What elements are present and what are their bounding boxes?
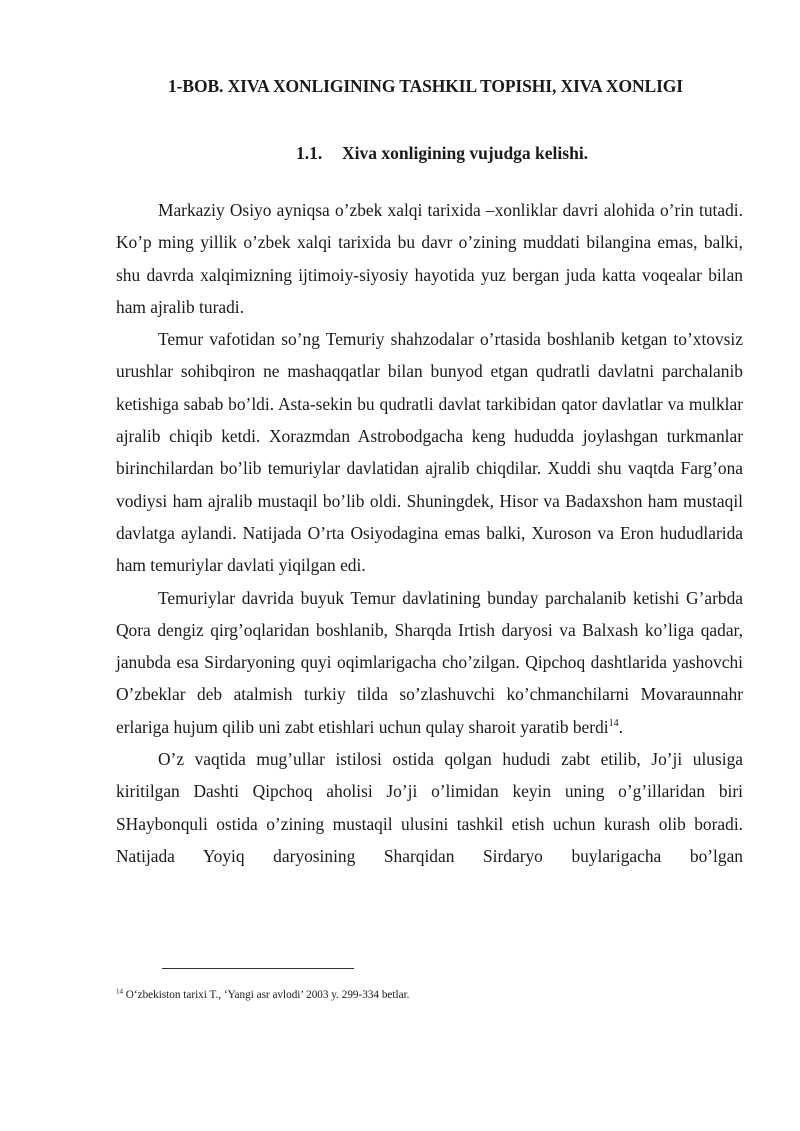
paragraph: Markaziy Osiyo ayniqsa o’zbek xalqi tarixida –xonliklar davri alohida o’rin tutadi. Ko’p ming yillik o’zbek xalqi tarixida bu davr o’zining muddati bilangina emas, balki, shu davrda xalqimizning ijtimoiy-siyosiy hayotida yuz bergan juda katta voqealar bilan ham ajralib turadi. bbox=[116, 200, 743, 317]
paragraph-text: Temuriylar davrida buyuk Temur davlatining bunday parchalanib ketishi G’arbda Qora dengiz qirg’oqlaridan boshlanib, Sharqda Irtish daryosi va Balxash ko’liga qadar, janubda esa Sirdaryoning quyi oqimlarigacha cho’zilgan. Qipchoq dashtlarida yashovchi O’zbeklar deb atalmish turkiy tilda so’zlashuvchi ko’chmanchilarni Movaraunnahr erlariga hujum qilib uni zabt etishlari uchun qulay sharoit yaratib berdi bbox=[116, 587, 743, 737]
paragraph: O’z vaqtida mug’ullar istilosi ostida qolgan hududi zabt etilib, Jo’ji ulusiga kiritilgan Dashti Qipchoq aholisi Jo’ji o’limidan keyin uning o’g’illaridan biri SHaybonquli ostida o’zining mustaqil ulusini tashkil etish uchun kurash olib boradi. Natijada Yoyiq daryosining Sharqidan Sirdaryo buylarigacha bo’lgan bbox=[116, 749, 743, 866]
footnote-text: O‘zbekiston tarixi T., ‘Yangi asr avlodi’ 2003 y. 299-334 betlar. bbox=[125, 989, 410, 1001]
footnote-divider bbox=[162, 968, 354, 969]
paragraph: Temur vafotidan so’ng Temuriy shahzodalar o’rtasida boshlanib ketgan to’xtovsiz urushlar sohibqiron ne mashaqqatlar bilan bunyod etgan qudratli davlatni parchalanib ketishiga sabab bo’ldi. Asta-sekin bu qudratli davlat tarkibidan qator davlatlar va mulklar ajralib chiqib ketdi. Xorazmdan Astrobodgacha keng hududda joylashgan turkmanlar birinchilardan bo’lib temuriylar davlatidan ajralib chiqdilar. Xuddi shu vaqtda Farg’ona vodiysi ham ajralib mustaqil bo’lib oldi. Shuningdek, Hisor va Badaxshon ham mustaqil davlatga aylandi. Natijada O’rta Osiyodagina emas balki, Xuroson va Eron hududlarida ham temuriylar davlati yiqilgan edi. bbox=[116, 329, 743, 576]
paragraph bbox=[116, 582, 743, 743]
footnote-reference[interactable]: 14 bbox=[608, 717, 619, 729]
chapter-title: 1-BOB. XIVA XONLIGINING TASHKIL TOPISHI, XIVA XONLIGI bbox=[168, 76, 684, 96]
body-text bbox=[116, 194, 743, 872]
section-heading: Xiva xonligining vujudga kelishi. bbox=[342, 143, 589, 163]
section-title bbox=[296, 143, 588, 164]
paragraph-end-punctuation: . bbox=[618, 716, 623, 737]
section-number: 1.1. bbox=[296, 143, 323, 163]
footnote-marker: 14 bbox=[116, 987, 123, 996]
footnote bbox=[116, 989, 409, 1001]
